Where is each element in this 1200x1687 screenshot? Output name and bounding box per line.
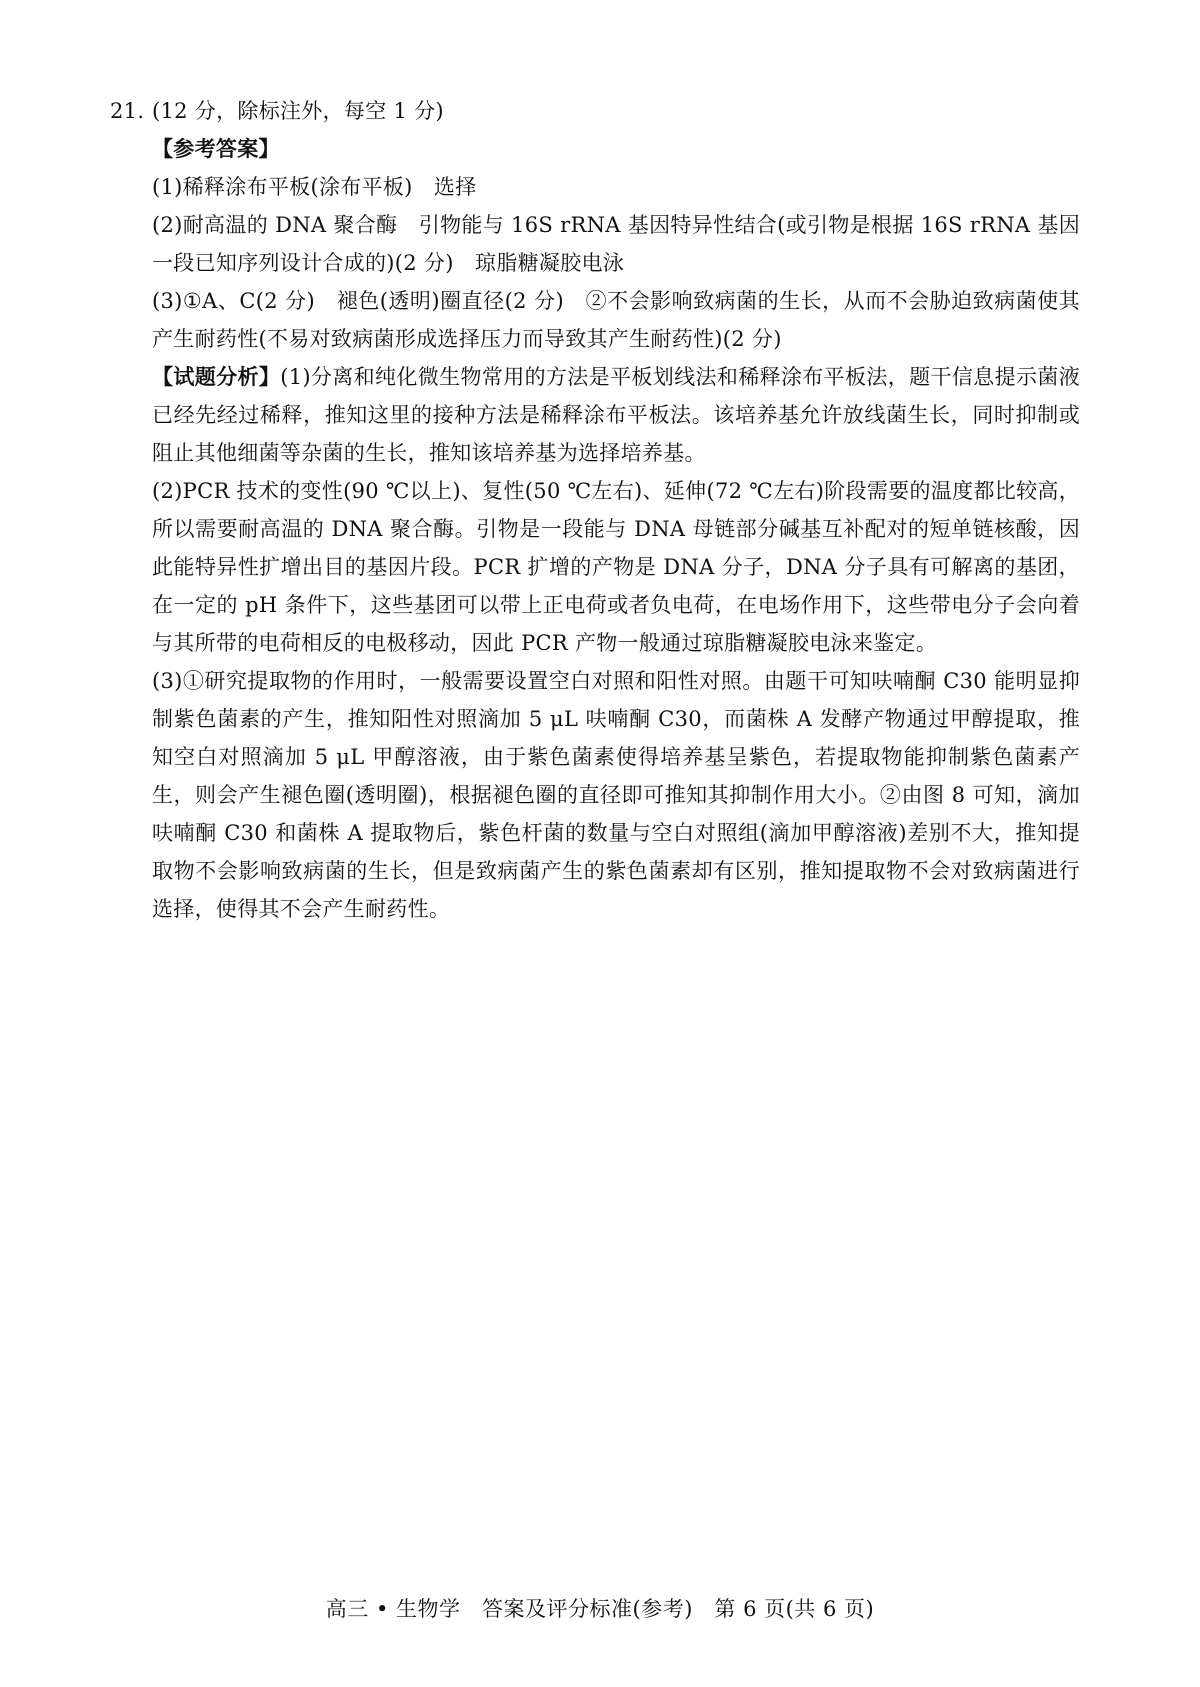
analysis-paragraph-2: (2)PCR 技术的变性(90 ℃以上)、复性(50 ℃左右)、延伸(72 ℃左右)阶段需要的温度都比较高，所以需要耐高温的 DNA 聚合酶。引物是一段能与 DNA 母链部分碱基互补配对的短单链核酸，因此能特异性扩增出目的基因片段。PCR 扩增的产物是 DNA 分子，DNA 分子具有可解离的基团，在一定的 pH 条件下，这些基团可以带上正电荷或者负电荷，在电场作用下，这些带电分子会向着与其所带的电荷相反的电极移动，因此 PCR 产物一般通过琼脂糖凝胶电泳来鉴定。 — [152, 479, 1080, 655]
reference-answer-label: 【参考答案】 — [152, 136, 280, 161]
answer-content — [110, 92, 1090, 928]
question-header — [110, 92, 1090, 130]
analysis-paragraph-3: (3)①研究提取物的作用时，一般需要设置空白对照和阳性对照。由题干可知呋喃酮 C30 能明显抑制紫色菌素的产生，推知阳性对照滴加 5 μL 呋喃酮 C30，而菌株 A 发酵产物通过甲醇提取，推知空白对照滴加 5 μL 甲醇溶液，由于紫色菌素使得培养基呈紫色，若提取物能抑制紫色菌素产生，则会产生褪色圈(透明圈)，根据褪色圈的直径即可推知其抑制作用大小。②由图 8 可知，滴加呋喃酮 C30 和菌株 A 提取物后，紫色杆菌的数量与空白对照组(滴加甲醇溶液)差别不大，推知提取物不会影响致病菌的生长，但是致病菌产生的紫色菌素却有区别，推知提取物不会对致病菌进行选择，使得其不会产生耐药性。 — [152, 669, 1080, 921]
analysis-paragraph-1 — [152, 358, 1080, 472]
question-score-note: (12 分，除标注外，每空 1 分) — [152, 99, 444, 123]
page-footer: 高三 • 生物学 答案及评分标准(参考) 第 6 页(共 6 页) — [325, 1597, 875, 1621]
analysis-text-1: (1)分离和纯化微生物常用的方法是平板划线法和稀释涂布平板法，题干信息提示菌液已经先经过稀释，推知这里的接种方法是稀释涂布平板法。该培养基允许放线菌生长，同时抑制或阻止其他细菌等杂菌的生长，推知该培养基为选择培养基。 — [152, 365, 1080, 465]
reference-answer-section — [152, 130, 1080, 358]
answer-item-2: (2)耐高温的 DNA 聚合酶 引物能与 16S rRNA 基因特异性结合(或引物是根据 16S rRNA 基因一段已知序列设计合成的)(2 分) 琼脂糖凝胶电泳 — [152, 213, 1080, 275]
question-number: 21. — [110, 99, 145, 123]
answer-item-1: (1)稀释涂布平板(涂布平板) 选择 — [152, 175, 477, 199]
answer-item-3: (3)①A、C(2 分) 褪色(透明)圈直径(2 分) ②不会影响致病菌的生长，从而不会胁迫致病菌使其产生耐药性(不易对致病菌形成选择压力而导致其产生耐药性)(2 分) — [152, 289, 1080, 351]
analysis-label: 【试题分析】 — [152, 364, 281, 389]
analysis-section — [152, 358, 1080, 928]
